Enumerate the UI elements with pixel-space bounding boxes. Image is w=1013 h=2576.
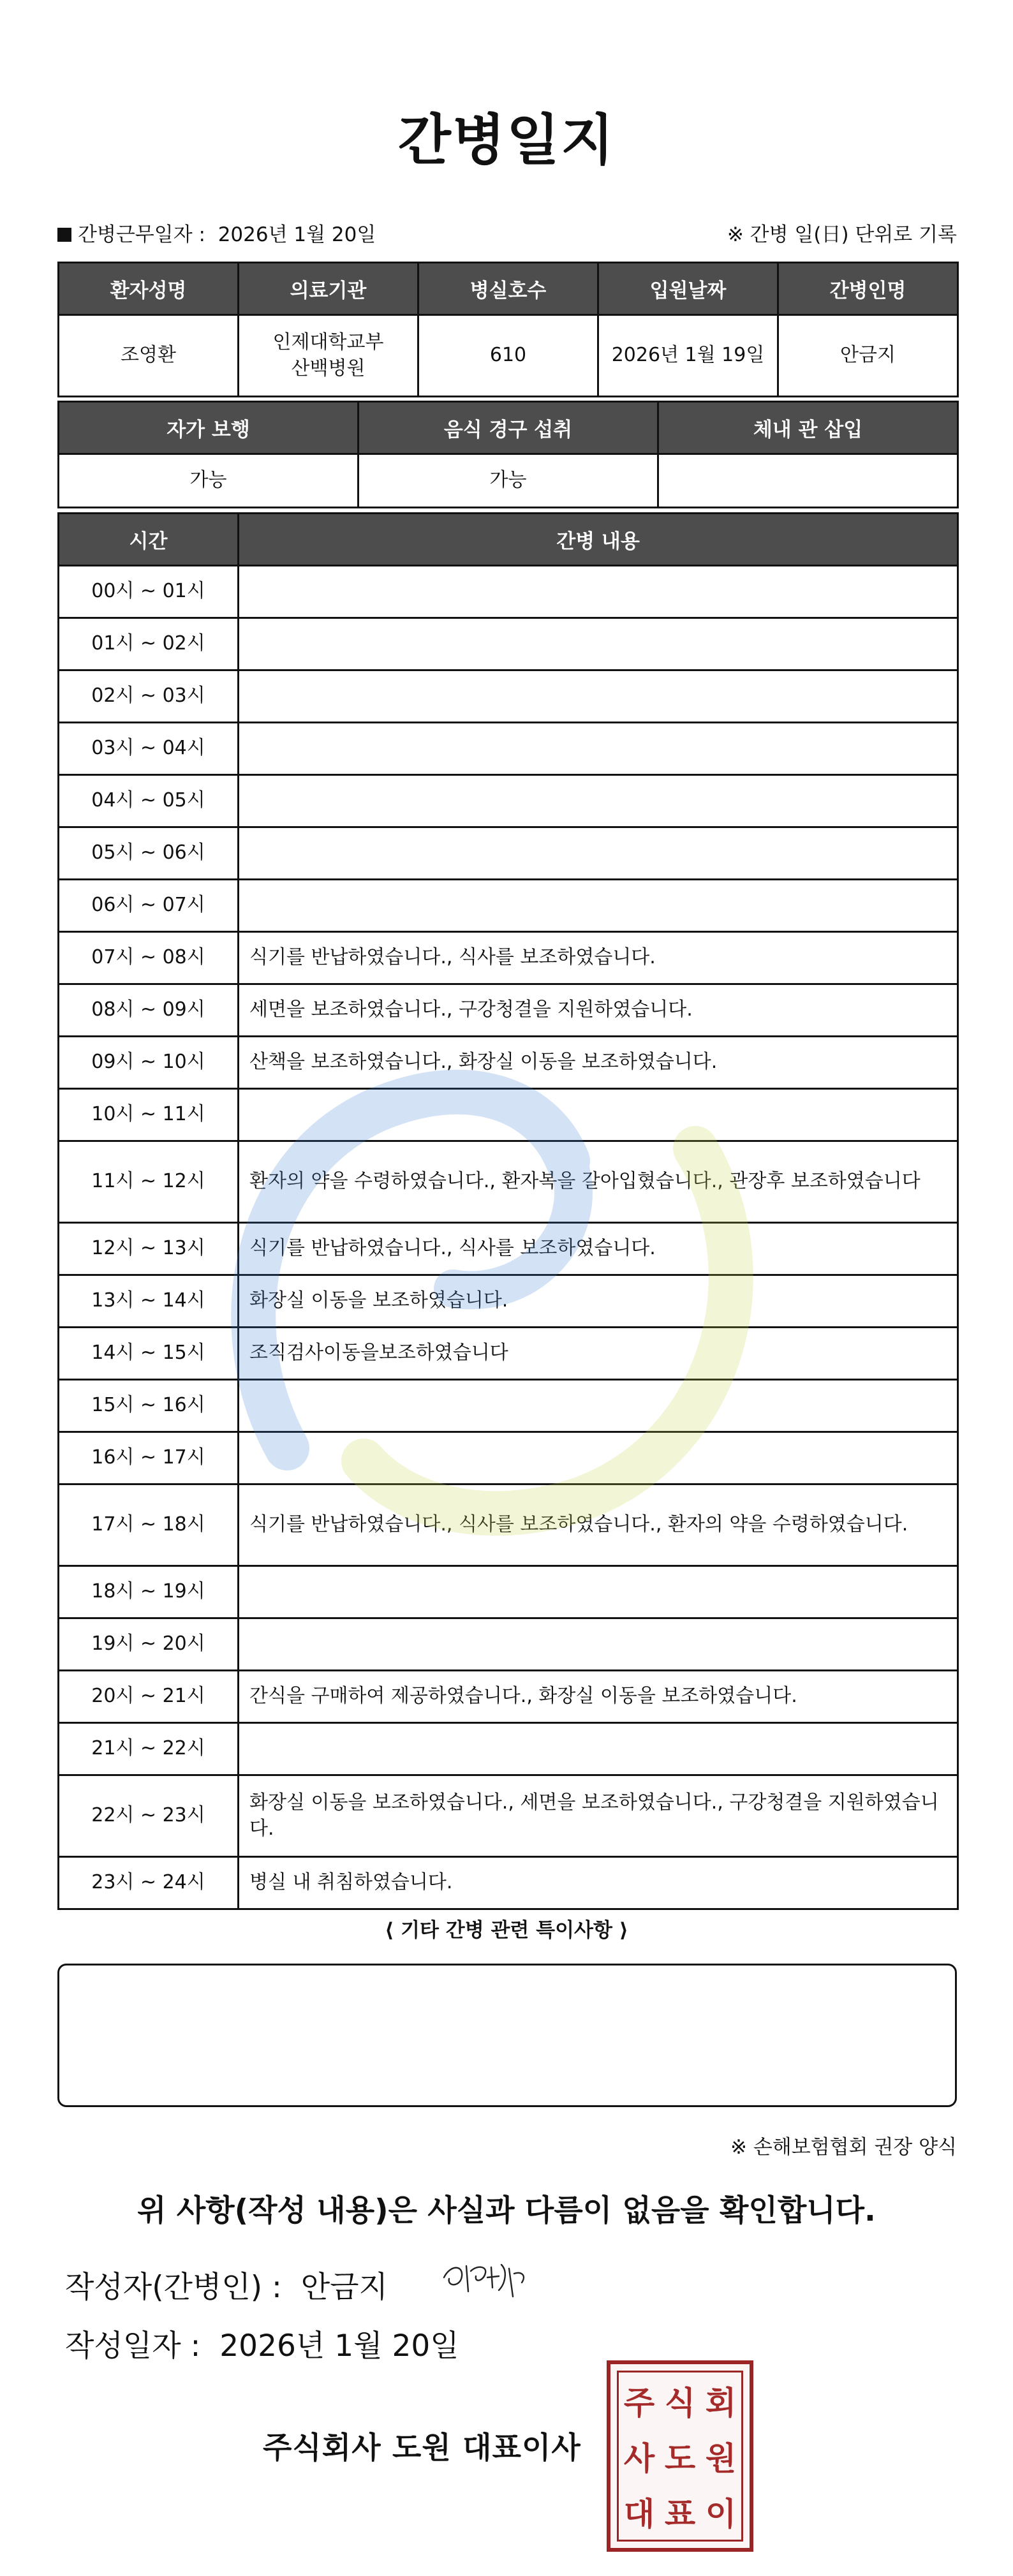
log-time: 02시 ~ 03시 <box>59 670 239 723</box>
written-date-line <box>65 2322 459 2365</box>
walking-value: 가능 <box>59 454 359 508</box>
log-content: 화장실 이동을 보조하였습니다. <box>239 1275 958 1328</box>
header-oral-intake: 음식 경구 섭취 <box>359 402 658 454</box>
seal-character: 이 <box>705 2495 737 2533</box>
seal-character: 사 <box>623 2439 655 2477</box>
log-content: 산책을 보조하였습니다., 화장실 이동을 보조하였습니다. <box>239 1037 958 1089</box>
seal-character: 원 <box>705 2439 737 2477</box>
log-content <box>239 566 958 618</box>
log-content <box>239 723 958 775</box>
patient-name: 조영환 <box>59 315 239 397</box>
log-row <box>59 775 958 827</box>
log-time: 20시 ~ 21시 <box>59 1671 239 1723</box>
seal-character: 표 <box>664 2495 696 2533</box>
log-row <box>59 1275 958 1328</box>
handwritten-signature-icon <box>438 2252 533 2309</box>
log-content: 식기를 반납하였습니다., 식사를 보조하였습니다. <box>239 932 958 984</box>
log-time: 06시 ~ 07시 <box>59 880 239 932</box>
log-row <box>59 1223 958 1275</box>
log-row <box>59 1432 958 1484</box>
log-time: 19시 ~ 20시 <box>59 1618 239 1671</box>
written-date-label: 작성일자 : <box>65 2328 201 2364</box>
log-time: 22시 ~ 23시 <box>59 1775 239 1857</box>
log-content: 환자의 약을 수령하였습니다., 환자복을 갈아입혔습니다., 관장후 보조하였습니다 <box>239 1141 958 1223</box>
caregiver-name: 안금지 <box>778 315 958 397</box>
special-notes-box <box>57 1964 957 2107</box>
seal-character: 회 <box>705 2383 737 2422</box>
log-row <box>59 1328 958 1380</box>
work-date <box>57 218 376 247</box>
writer-label: 작성자(간병인) : <box>65 2270 282 2305</box>
log-content: 병실 내 취침하였습니다. <box>239 1857 958 1909</box>
header-room: 병실호수 <box>418 263 598 315</box>
written-date-value: 2026년 1월 20일 <box>219 2328 459 2364</box>
log-content <box>239 880 958 932</box>
log-content: 조직검사이동을보조하였습니다 <box>239 1328 958 1380</box>
log-row <box>59 1380 958 1432</box>
writer-line <box>65 2263 388 2306</box>
work-date-label: 간병근무일자 : <box>78 223 205 246</box>
log-content: 세면을 보조하였습니다., 구강청결을 지원하였습니다. <box>239 984 958 1037</box>
header-caregiver: 간병인명 <box>778 263 958 315</box>
log-content <box>239 827 958 880</box>
log-content <box>239 670 958 723</box>
log-content <box>239 1380 958 1432</box>
log-row <box>59 1089 958 1141</box>
header-walking: 자가 보행 <box>59 402 359 454</box>
log-time: 03시 ~ 04시 <box>59 723 239 775</box>
log-time: 13시 ~ 14시 <box>59 1275 239 1328</box>
patient-status-table <box>57 401 959 508</box>
page-title: 간병일지 <box>397 108 616 172</box>
log-row <box>59 1141 958 1223</box>
log-time: 08시 ~ 09시 <box>59 984 239 1037</box>
log-content: 간식을 구매하여 제공하였습니다., 화장실 이동을 보조하였습니다. <box>239 1671 958 1723</box>
log-row <box>59 984 958 1037</box>
header-tube: 체내 관 삽입 <box>658 402 958 454</box>
seal-character: 식 <box>664 2383 696 2422</box>
special-notes-title: ⟨ 기타 간병 관련 특이사항 ⟩ <box>385 1919 628 1942</box>
log-time: 17시 ~ 18시 <box>59 1484 239 1566</box>
unit-note: ※ 간병 일(日) 단위로 기록 <box>727 223 957 246</box>
tube-value <box>658 454 958 508</box>
log-row <box>59 1037 958 1089</box>
log-content <box>239 1566 958 1618</box>
log-content: 식기를 반납하였습니다., 식사를 보조하였습니다., 환자의 약을 수령하였습니다. <box>239 1484 958 1566</box>
writer-name: 안금지 <box>300 2270 388 2305</box>
seal-character: 도 <box>664 2439 696 2477</box>
log-time: 14시 ~ 15시 <box>59 1328 239 1380</box>
care-log-table <box>57 512 959 1910</box>
room-number: 610 <box>418 315 598 397</box>
log-row <box>59 723 958 775</box>
log-time: 10시 ~ 11시 <box>59 1089 239 1141</box>
log-row <box>59 618 958 670</box>
seal-characters <box>617 2371 743 2542</box>
company-seal-stamp <box>607 2360 753 2552</box>
oral-intake-value: 가능 <box>359 454 658 508</box>
log-content <box>239 775 958 827</box>
log-row <box>59 1723 958 1775</box>
log-row <box>59 1618 958 1671</box>
log-row <box>59 1775 958 1857</box>
log-time: 15시 ~ 16시 <box>59 1380 239 1432</box>
header-time: 시간 <box>59 514 239 566</box>
square-bullet-icon <box>57 228 71 242</box>
work-date-value: 2026년 1월 20일 <box>218 223 376 246</box>
form-source-note: ※ 손해보험협회 권장 양식 <box>730 2136 957 2159</box>
log-time: 12시 ~ 13시 <box>59 1223 239 1275</box>
company-signature-line: 주식회사 도원 대표이사 <box>263 2431 581 2466</box>
log-row <box>59 932 958 984</box>
seal-character: 대 <box>623 2495 655 2533</box>
log-row <box>59 1566 958 1618</box>
log-row <box>59 1671 958 1723</box>
header-care-content: 간병 내용 <box>239 514 958 566</box>
institution: 인제대학교부산백병원 <box>239 315 418 397</box>
patient-info-table <box>57 262 959 397</box>
log-content <box>239 1618 958 1671</box>
log-content: 화장실 이동을 보조하였습니다., 세면을 보조하였습니다., 구강청결을 지원하였습니다. <box>239 1775 958 1857</box>
confirmation-statement: 위 사항(작성 내용)은 사실과 다름이 없음을 확인합니다. <box>137 2193 876 2228</box>
log-content <box>239 1089 958 1141</box>
log-row <box>59 827 958 880</box>
log-time: 09시 ~ 10시 <box>59 1037 239 1089</box>
log-time: 05시 ~ 06시 <box>59 827 239 880</box>
seal-character: 주 <box>623 2383 655 2422</box>
log-content <box>239 1723 958 1775</box>
log-content: 식기를 반납하였습니다., 식사를 보조하였습니다. <box>239 1223 958 1275</box>
log-time: 11시 ~ 12시 <box>59 1141 239 1223</box>
log-time: 18시 ~ 19시 <box>59 1566 239 1618</box>
log-content <box>239 1432 958 1484</box>
log-time: 04시 ~ 05시 <box>59 775 239 827</box>
log-content <box>239 618 958 670</box>
log-time: 07시 ~ 08시 <box>59 932 239 984</box>
log-row <box>59 566 958 618</box>
log-row <box>59 670 958 723</box>
header-admission-date: 입원날짜 <box>598 263 778 315</box>
log-row <box>59 1484 958 1566</box>
log-row <box>59 880 958 932</box>
header-institution: 의료기관 <box>239 263 418 315</box>
admission-date: 2026년 1월 19일 <box>598 315 778 397</box>
log-time: 00시 ~ 01시 <box>59 566 239 618</box>
log-time: 21시 ~ 22시 <box>59 1723 239 1775</box>
log-time: 23시 ~ 24시 <box>59 1857 239 1909</box>
header-patient-name: 환자성명 <box>59 263 239 315</box>
log-row <box>59 1857 958 1909</box>
log-time: 01시 ~ 02시 <box>59 618 239 670</box>
log-time: 16시 ~ 17시 <box>59 1432 239 1484</box>
